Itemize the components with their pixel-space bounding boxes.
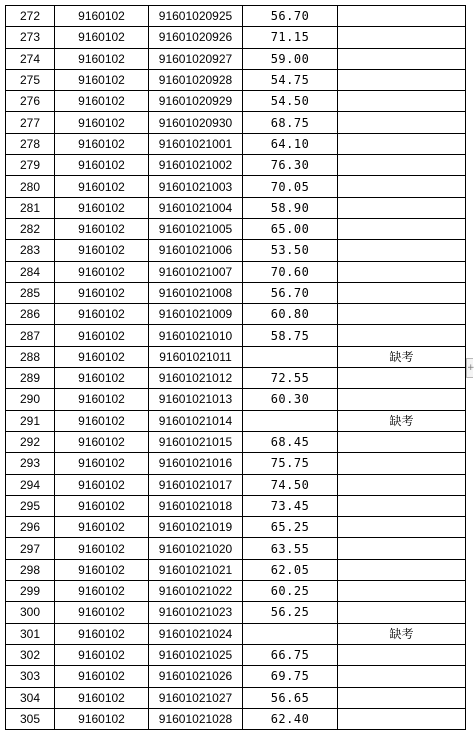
score-cell <box>243 346 338 367</box>
table-row <box>6 218 466 239</box>
seq-cell: 305 <box>6 708 55 729</box>
note-cell <box>338 155 466 176</box>
code-cell: 9160102 <box>55 261 149 282</box>
plus-icon: + <box>467 363 475 373</box>
exam-number-cell: 91601020926 <box>149 27 243 48</box>
note-cell <box>338 218 466 239</box>
note-cell <box>338 687 466 708</box>
exam-number-cell: 91601021003 <box>149 176 243 197</box>
exam-number-cell: 91601021005 <box>149 218 243 239</box>
exam-number-cell: 91601021028 <box>149 708 243 729</box>
score-cell: 66.75 <box>243 644 338 665</box>
note-cell <box>338 708 466 729</box>
exam-number-cell: 91601020930 <box>149 112 243 133</box>
note-cell <box>338 112 466 133</box>
code-cell: 9160102 <box>55 155 149 176</box>
table-row <box>6 410 466 431</box>
score-cell: 70.05 <box>243 176 338 197</box>
note-cell <box>338 91 466 112</box>
code-cell: 9160102 <box>55 517 149 538</box>
exam-number-cell: 91601021027 <box>149 687 243 708</box>
note-cell <box>338 453 466 474</box>
code-cell: 9160102 <box>55 304 149 325</box>
table-row <box>6 240 466 261</box>
table-row <box>6 517 466 538</box>
code-cell: 9160102 <box>55 133 149 154</box>
exam-number-cell: 91601021016 <box>149 453 243 474</box>
code-cell: 9160102 <box>55 91 149 112</box>
table-row <box>6 48 466 69</box>
score-table <box>5 5 466 730</box>
code-cell: 9160102 <box>55 538 149 559</box>
note-cell <box>338 474 466 495</box>
code-cell: 9160102 <box>55 346 149 367</box>
score-cell: 71.15 <box>243 27 338 48</box>
code-cell: 9160102 <box>55 495 149 516</box>
seq-cell: 293 <box>6 453 55 474</box>
code-cell: 9160102 <box>55 6 149 27</box>
code-cell: 9160102 <box>55 368 149 389</box>
exam-number-cell: 91601021020 <box>149 538 243 559</box>
seq-cell: 280 <box>6 176 55 197</box>
seq-cell: 298 <box>6 559 55 580</box>
score-cell: 60.25 <box>243 581 338 602</box>
score-cell: 76.30 <box>243 155 338 176</box>
score-cell: 56.25 <box>243 602 338 623</box>
seq-cell: 287 <box>6 325 55 346</box>
table-row <box>6 304 466 325</box>
code-cell: 9160102 <box>55 687 149 708</box>
table-row <box>6 368 466 389</box>
note-cell <box>338 176 466 197</box>
score-cell: 68.45 <box>243 431 338 452</box>
note-cell <box>338 431 466 452</box>
score-cell: 64.10 <box>243 133 338 154</box>
seq-cell: 300 <box>6 602 55 623</box>
code-cell: 9160102 <box>55 112 149 133</box>
code-cell: 9160102 <box>55 453 149 474</box>
seq-cell: 279 <box>6 155 55 176</box>
score-cell: 54.50 <box>243 91 338 112</box>
table-row <box>6 474 466 495</box>
table-row <box>6 453 466 474</box>
table-row <box>6 176 466 197</box>
code-cell: 9160102 <box>55 48 149 69</box>
exam-number-cell: 91601021021 <box>149 559 243 580</box>
table-row <box>6 133 466 154</box>
seq-cell: 290 <box>6 389 55 410</box>
table-row <box>6 346 466 367</box>
seq-cell: 302 <box>6 644 55 665</box>
table-row <box>6 389 466 410</box>
exam-number-cell: 91601021025 <box>149 644 243 665</box>
table-row <box>6 538 466 559</box>
table-row <box>6 581 466 602</box>
seq-cell: 276 <box>6 91 55 112</box>
expand-handle[interactable] <box>466 358 473 378</box>
note-cell <box>338 240 466 261</box>
score-cell: 75.75 <box>243 453 338 474</box>
score-cell: 62.40 <box>243 708 338 729</box>
seq-cell: 283 <box>6 240 55 261</box>
note-cell <box>338 261 466 282</box>
exam-number-cell: 91601021013 <box>149 389 243 410</box>
note-cell <box>338 538 466 559</box>
seq-cell: 291 <box>6 410 55 431</box>
seq-cell: 278 <box>6 133 55 154</box>
seq-cell: 304 <box>6 687 55 708</box>
exam-number-cell: 91601021019 <box>149 517 243 538</box>
score-cell: 59.00 <box>243 48 338 69</box>
exam-number-cell: 91601021010 <box>149 325 243 346</box>
code-cell: 9160102 <box>55 218 149 239</box>
seq-cell: 275 <box>6 69 55 90</box>
score-cell: 60.80 <box>243 304 338 325</box>
code-cell: 9160102 <box>55 176 149 197</box>
seq-cell: 285 <box>6 282 55 303</box>
table-row <box>6 69 466 90</box>
seq-cell: 292 <box>6 431 55 452</box>
code-cell: 9160102 <box>55 325 149 346</box>
seq-cell: 284 <box>6 261 55 282</box>
table-row <box>6 155 466 176</box>
note-cell <box>338 666 466 687</box>
seq-cell: 286 <box>6 304 55 325</box>
note-cell: 缺考 <box>338 346 466 367</box>
exam-number-cell: 91601021004 <box>149 197 243 218</box>
score-cell: 56.65 <box>243 687 338 708</box>
code-cell: 9160102 <box>55 282 149 303</box>
seq-cell: 282 <box>6 218 55 239</box>
table-row <box>6 325 466 346</box>
code-cell: 9160102 <box>55 69 149 90</box>
score-cell <box>243 410 338 431</box>
note-cell: 缺考 <box>338 410 466 431</box>
exam-number-cell: 91601021009 <box>149 304 243 325</box>
seq-cell: 288 <box>6 346 55 367</box>
code-cell: 9160102 <box>55 708 149 729</box>
score-cell: 62.05 <box>243 559 338 580</box>
seq-cell: 289 <box>6 368 55 389</box>
exam-number-cell: 91601021015 <box>149 431 243 452</box>
exam-number-cell: 91601021023 <box>149 602 243 623</box>
seq-cell: 295 <box>6 495 55 516</box>
exam-number-cell: 91601021008 <box>149 282 243 303</box>
exam-number-cell: 91601021017 <box>149 474 243 495</box>
score-cell: 65.00 <box>243 218 338 239</box>
exam-number-cell: 91601020929 <box>149 91 243 112</box>
seq-cell: 294 <box>6 474 55 495</box>
note-cell <box>338 197 466 218</box>
note-cell <box>338 282 466 303</box>
score-cell: 56.70 <box>243 6 338 27</box>
table-row <box>6 6 466 27</box>
code-cell: 9160102 <box>55 581 149 602</box>
exam-number-cell: 91601021006 <box>149 240 243 261</box>
exam-number-cell: 91601020928 <box>149 69 243 90</box>
seq-cell: 303 <box>6 666 55 687</box>
score-cell: 56.70 <box>243 282 338 303</box>
table-row <box>6 27 466 48</box>
table-row <box>6 708 466 729</box>
note-cell <box>338 517 466 538</box>
note-cell <box>338 6 466 27</box>
note-cell <box>338 368 466 389</box>
code-cell: 9160102 <box>55 410 149 431</box>
exam-number-cell: 91601021024 <box>149 623 243 644</box>
score-cell: 68.75 <box>243 112 338 133</box>
code-cell: 9160102 <box>55 389 149 410</box>
score-cell: 65.25 <box>243 517 338 538</box>
note-cell <box>338 27 466 48</box>
note-cell: 缺考 <box>338 623 466 644</box>
note-cell <box>338 644 466 665</box>
exam-number-cell: 91601021026 <box>149 666 243 687</box>
score-cell: 53.50 <box>243 240 338 261</box>
table-row <box>6 666 466 687</box>
exam-number-cell: 91601020927 <box>149 48 243 69</box>
score-cell: 69.75 <box>243 666 338 687</box>
seq-cell: 274 <box>6 48 55 69</box>
table-row <box>6 644 466 665</box>
seq-cell: 296 <box>6 517 55 538</box>
note-cell <box>338 304 466 325</box>
code-cell: 9160102 <box>55 666 149 687</box>
seq-cell: 299 <box>6 581 55 602</box>
code-cell: 9160102 <box>55 197 149 218</box>
exam-number-cell: 91601021002 <box>149 155 243 176</box>
score-cell: 70.60 <box>243 261 338 282</box>
note-cell <box>338 495 466 516</box>
seq-cell: 272 <box>6 6 55 27</box>
exam-number-cell: 91601021018 <box>149 495 243 516</box>
seq-cell: 297 <box>6 538 55 559</box>
code-cell: 9160102 <box>55 474 149 495</box>
exam-number-cell: 91601020925 <box>149 6 243 27</box>
exam-number-cell: 91601021014 <box>149 410 243 431</box>
exam-number-cell: 91601021022 <box>149 581 243 602</box>
score-cell: 54.75 <box>243 69 338 90</box>
table-row <box>6 559 466 580</box>
code-cell: 9160102 <box>55 559 149 580</box>
seq-cell: 273 <box>6 27 55 48</box>
code-cell: 9160102 <box>55 27 149 48</box>
table-row <box>6 602 466 623</box>
score-cell: 58.90 <box>243 197 338 218</box>
note-cell <box>338 69 466 90</box>
exam-number-cell: 91601021011 <box>149 346 243 367</box>
score-table-body <box>6 6 466 730</box>
table-row <box>6 112 466 133</box>
note-cell <box>338 48 466 69</box>
table-row <box>6 197 466 218</box>
code-cell: 9160102 <box>55 240 149 261</box>
table-row <box>6 495 466 516</box>
table-row <box>6 282 466 303</box>
table-row <box>6 261 466 282</box>
code-cell: 9160102 <box>55 644 149 665</box>
code-cell: 9160102 <box>55 602 149 623</box>
score-cell: 73.45 <box>243 495 338 516</box>
note-cell <box>338 389 466 410</box>
code-cell: 9160102 <box>55 431 149 452</box>
seq-cell: 277 <box>6 112 55 133</box>
exam-number-cell: 91601021012 <box>149 368 243 389</box>
note-cell <box>338 581 466 602</box>
table-row <box>6 687 466 708</box>
code-cell: 9160102 <box>55 623 149 644</box>
exam-number-cell: 91601021001 <box>149 133 243 154</box>
score-cell: 74.50 <box>243 474 338 495</box>
score-cell <box>243 623 338 644</box>
score-cell: 72.55 <box>243 368 338 389</box>
table-row <box>6 431 466 452</box>
score-cell: 63.55 <box>243 538 338 559</box>
table-row <box>6 91 466 112</box>
seq-cell: 281 <box>6 197 55 218</box>
exam-number-cell: 91601021007 <box>149 261 243 282</box>
seq-cell: 301 <box>6 623 55 644</box>
table-row <box>6 623 466 644</box>
score-cell: 58.75 <box>243 325 338 346</box>
note-cell <box>338 133 466 154</box>
note-cell <box>338 325 466 346</box>
note-cell <box>338 602 466 623</box>
note-cell <box>338 559 466 580</box>
score-cell: 60.30 <box>243 389 338 410</box>
